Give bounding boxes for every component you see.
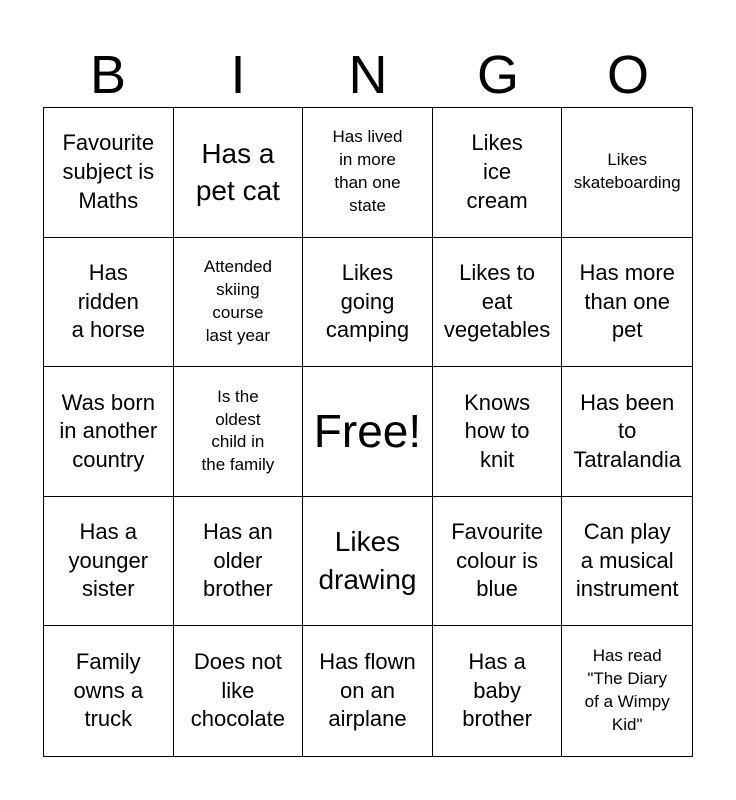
bingo-cell[interactable]: Favourite subject is Maths [44, 108, 174, 238]
bingo-cell[interactable]: Family owns a truck [44, 626, 174, 756]
bingo-cell[interactable]: Has a younger sister [44, 497, 174, 627]
bingo-board [43, 107, 693, 757]
bingo-cell[interactable]: Likes skateboarding [562, 108, 692, 238]
bingo-cell[interactable]: Has been to Tatralandia [562, 367, 692, 497]
bingo-cell[interactable]: Can play a musical instrument [562, 497, 692, 627]
bingo-cell[interactable]: Has ridden a horse [44, 238, 174, 368]
header-letter-o: O [606, 45, 649, 105]
bingo-cell[interactable]: Favourite colour is blue [433, 497, 563, 627]
bingo-cell[interactable]: Attended skiing course last year [174, 238, 304, 368]
header-letter-b: B [89, 45, 127, 105]
header-letter-i: I [230, 45, 246, 105]
bingo-cell[interactable]: Likes to eat vegetables [433, 238, 563, 368]
bingo-header [43, 42, 693, 108]
bingo-cell[interactable]: Likes going camping [303, 238, 433, 368]
bingo-cell[interactable]: Likes ice cream [433, 108, 563, 238]
bingo-cell[interactable]: Has a pet cat [174, 108, 304, 238]
bingo-cell[interactable]: Likes drawing [303, 497, 433, 627]
bingo-cell[interactable]: Has lived in more than one state [303, 108, 433, 238]
header-letter-g: G [476, 45, 519, 105]
bingo-cell[interactable]: Has more than one pet [562, 238, 692, 368]
bingo-cell[interactable]: Knows how to knit [433, 367, 563, 497]
bingo-cell[interactable]: Is the oldest child in the family [174, 367, 304, 497]
free-space-cell[interactable]: Free! [303, 367, 433, 497]
bingo-cell[interactable]: Was born in another country [44, 367, 174, 497]
bingo-cell[interactable]: Has an older brother [174, 497, 304, 627]
bingo-cell[interactable]: Does not like chocolate [174, 626, 304, 756]
bingo-cell[interactable]: Has read "The Diary of a Wimpy Kid" [584, 646, 670, 735]
bingo-cell[interactable]: Has a baby brother [433, 626, 563, 756]
header-letter-n: N [348, 45, 388, 105]
bingo-cell[interactable]: Has flown on an airplane [303, 626, 433, 756]
